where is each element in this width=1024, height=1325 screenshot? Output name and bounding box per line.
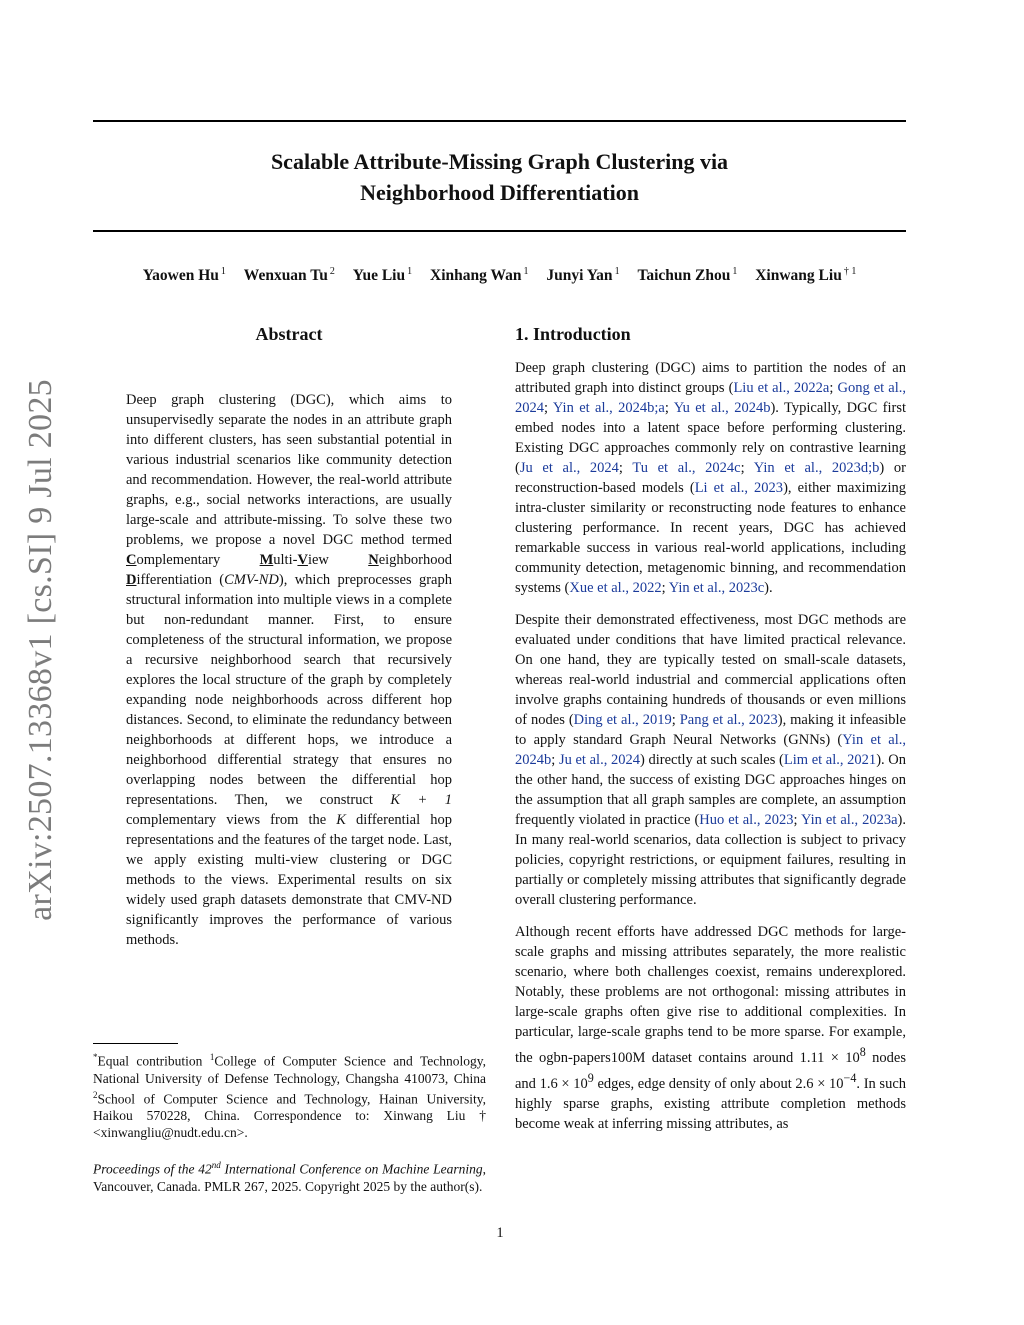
abstract-text: omplementary — [136, 552, 260, 568]
author — [546, 267, 619, 284]
paragraph-text: ) directly at such scales ( — [639, 752, 784, 768]
author-name: Yue Liu — [352, 267, 406, 285]
acronym-letter: M — [259, 552, 274, 568]
math-base: 2.6 × 10 — [795, 1075, 844, 1092]
paragraph-text: ; — [664, 400, 674, 416]
abstract-body — [126, 390, 452, 950]
citation-link[interactable]: Yin et al., 2023d;b — [753, 460, 880, 476]
paragraph-text: ; — [793, 812, 801, 828]
author — [244, 267, 335, 284]
affiliation-footnote — [93, 1049, 486, 1141]
footnote-text: International Conference on Machine Learning — [220, 1161, 483, 1177]
author-affiliation: 2 — [329, 266, 335, 277]
footnote-mark: 2 — [93, 1089, 98, 1100]
introduction-heading: 1. Introduction — [515, 324, 631, 344]
arxiv-identifier: arXiv:2507.13368v1 [cs.SI] 9 Jul 2025 — [22, 379, 59, 921]
abstract-text: ifferentiation ( — [136, 572, 225, 588]
author-name: Taichun Zhou — [637, 267, 731, 285]
paragraph-text: ; — [618, 460, 633, 476]
paragraph-text: ), making it infeasible to apply standard Graph Neural Networks (GNNs) ( — [515, 712, 906, 748]
citation-link[interactable]: Li et al., 2023 — [694, 480, 784, 496]
footnote-rule — [93, 1043, 178, 1044]
abstract-paragraph — [126, 390, 452, 950]
author-affiliation: 1 — [614, 266, 620, 277]
abstract-text: ), which preprocesses graph structural information into multiple views in a complete but non-redundant manner. First, to ensure completeness of the structural information, we propose a recursive neighborhood search that recursively explores the local structure of the graph by completely expanding node neighborhoods across different hop distances. Second, to eliminate the redundancy between neighborhoods at different hops, we introduce a neighborhood differential strategy that ensures no overlapping nodes between the differential hop representations. Then, we construct — [126, 572, 452, 808]
citation-link[interactable]: Yin et al., 2023a — [800, 812, 898, 828]
abstract-text: Deep graph clustering (DGC), which aims to unsupervisedly separate the nodes in an attribute graph into different clusters, has seen substantial potential in various industrial scenarios like community detection and recommendation. However, the real-world attribute graphs, e.g., social networks interactions, are usually large-scale and attribute-missing. To solve these two problems, we propose a novel DGC method termed — [126, 392, 452, 548]
citation-link[interactable]: Ju et al., 2024 — [558, 752, 640, 768]
citation-link[interactable]: Ding et al., 2019 — [573, 712, 672, 728]
paragraph-text: ; — [551, 752, 559, 768]
author-name: Junyi Yan — [546, 267, 613, 285]
paragraph-text: ). On the other hand, the success of existing DGC approaches hinges on the assumption that all graph samples are complete, an assumption frequently violated in practice ( — [515, 752, 907, 828]
intro-paragraph-3 — [515, 922, 906, 1134]
citation-link[interactable]: Yin et al., 2024b — [515, 732, 906, 768]
abstract-column — [126, 320, 452, 950]
introduction-column — [515, 320, 906, 1134]
paragraph-text: . In such highly sparse graphs, existing attribute completion methods become weak at inferring missing attributes, as — [515, 1075, 907, 1132]
paragraph-text: ; — [671, 712, 680, 728]
footnote-text: College of Computer Science and Technology, National University of Defense Technology, Changsha 410073, China — [93, 1053, 487, 1086]
paragraph-text: ) or reconstruction-based models ( — [515, 460, 906, 496]
citation-link[interactable]: Yu et al., 2024b — [673, 400, 771, 416]
citation-link[interactable]: Yin et al., 2023c — [668, 580, 765, 596]
math-base: 1.11 × 10 — [799, 1049, 860, 1066]
author-name: Xinwang Liu — [755, 267, 842, 285]
author-affiliation: 1 — [732, 266, 738, 277]
method-acronym: CMV-ND — [224, 572, 279, 588]
math-expression: K + 1 — [390, 792, 452, 808]
title-line-2: Neighborhood Differentiation — [360, 180, 639, 205]
author-name: Xinhang Wan — [430, 267, 522, 285]
author — [353, 267, 412, 284]
citation-link[interactable]: Huo et al., 2023 — [699, 812, 794, 828]
paragraph-text: Although recent efforts have addressed DGC methods for large-scale graphs and missing attributes separately, the more realistic scenario, where both challenges coexist, remains underexplored. Notably, these problems are not orthogonal: missing attributes in large-scale graphs often give rise to additional complexities. In particular, large-scale graphs tend to be more sparse. For example, the ogbn-papers100M dataset contains around — [515, 924, 906, 1066]
acronym-letter: D — [126, 572, 137, 588]
author-name: Wenxuan Tu — [243, 267, 328, 285]
footnote-text: Proceedings of the — [93, 1161, 199, 1177]
paragraph-text: ; — [661, 580, 669, 596]
abstract-text: complementary views from the — [126, 812, 337, 828]
title-rule-bottom — [93, 230, 906, 232]
paragraph-text: ), either maximizing intra-cluster similarity or reconstructing node features to enhance clustering performance. In recent years, DGC has achieved remarkable success in various real-world applications, including community detection, metagenomic binning, and recommendation systems ( — [515, 480, 906, 596]
acronym-letter: V — [297, 552, 308, 568]
math-expression: K — [336, 812, 346, 828]
author-affiliation: 1 — [220, 266, 226, 277]
acronym-letter: N — [368, 552, 379, 568]
math-exponent: 8 — [859, 1045, 866, 1059]
math-exponent: −4 — [843, 1070, 857, 1085]
abstract-text: differential hop representations and the features of the target node. Last, we apply existing multi-view clustering or DGC methods to the views. Experimental results on six widely used graph datasets demonstrate that CMV-ND significantly improves the performance of various methods. — [126, 812, 452, 948]
author — [430, 267, 528, 284]
citation-link[interactable]: Xue et al., 2022 — [569, 580, 662, 596]
author-name: Yaowen Hu — [142, 267, 219, 285]
paragraph-text: ; — [544, 400, 553, 416]
title-rule-top — [93, 120, 906, 122]
paragraph-text: Deep graph clustering (DGC) aims to partition the nodes of an attributed graph into distinct groups ( — [515, 360, 906, 396]
paragraph-text: Despite their demonstrated effectiveness, most DGC methods are evaluated under conditions that have limited practical relevance. On one hand, they are typically tested on small-scale datasets, whereas real-world industrial and commercial applications often involve graphs containing hundreds of thousands or even millions of nodes ( — [515, 612, 906, 728]
math-expression — [795, 1070, 857, 1092]
math-base: 1.6 × 10 — [539, 1075, 588, 1092]
footnote-mark: nd — [211, 1160, 221, 1170]
footnote-text: , Vancouver, Canada. PMLR 267, 2025. Copyright 2025 by the author(s). — [93, 1161, 486, 1194]
author — [637, 267, 737, 284]
footnote-text: 42 — [198, 1161, 212, 1177]
author — [143, 267, 226, 284]
footnotes — [93, 1049, 486, 1195]
abstract-text: ulti- — [273, 552, 298, 568]
footnote-mark: 1 — [209, 1052, 215, 1062]
acronym-letter: C — [126, 552, 137, 568]
abstract-heading: Abstract — [255, 324, 323, 344]
citation-link[interactable]: Yin et al., 2024b;a — [552, 400, 665, 416]
math-exponent: 9 — [587, 1070, 594, 1085]
abstract-text: eighborhood — [378, 552, 452, 568]
paragraph-text: ; — [740, 460, 754, 476]
paragraph-text: nodes and — [515, 1049, 906, 1092]
citation-link[interactable]: Gong et al., 2024 — [515, 380, 906, 416]
author-affiliation: † 1 — [843, 266, 857, 277]
footnote-text: Equal contribution — [97, 1053, 203, 1069]
author-affiliation: 1 — [523, 266, 529, 277]
author — [755, 267, 856, 284]
abstract-text: iew — [307, 552, 369, 568]
footnote-text: School of Computer Science and Technology, Hainan University, Haikou 570228, China. Correspondence to: Xinwang Liu † <xinwangliu@nudt.edu.cn>. — [93, 1091, 486, 1140]
title-line-1: Scalable Attribute-Missing Graph Clustering via — [270, 149, 729, 174]
paragraph-text: edges, edge density of only about — [593, 1075, 796, 1092]
intro-paragraph-1 — [515, 358, 906, 598]
citation-link[interactable]: Ju et al., 2024 — [519, 460, 619, 476]
footnote-mark: * — [93, 1052, 98, 1062]
citation-link[interactable]: Lim et al., 2021 — [783, 752, 877, 768]
citation-link[interactable]: Liu et al., 2022a — [733, 380, 830, 396]
citation-link[interactable]: Pang et al., 2023 — [679, 712, 778, 728]
proceedings-footnote — [93, 1157, 486, 1195]
paragraph-text: ; — [829, 380, 838, 396]
citation-link[interactable]: Tu et al., 2024c — [632, 460, 741, 476]
intro-paragraph-2 — [515, 610, 906, 910]
paragraph-text: ). — [764, 580, 773, 596]
math-expression — [799, 1045, 866, 1066]
author-list — [93, 266, 906, 285]
paragraph-text: ). In many real-world scenarios, data collection is subject to privacy policies, copyright restrictions, or equipment failures, resulting in partially or completely missing attributes that significantly degrade overall clustering performance. — [515, 812, 906, 908]
math-expression — [539, 1070, 594, 1092]
paragraph-text: ). Typically, DGC first embed nodes into a latent space before performing clustering. Existing DGC approaches commonly rely on contrastive learning ( — [515, 400, 906, 476]
page-number: 1 — [496, 1225, 504, 1241]
paper-title — [93, 146, 906, 208]
author-affiliation: 1 — [407, 266, 413, 277]
